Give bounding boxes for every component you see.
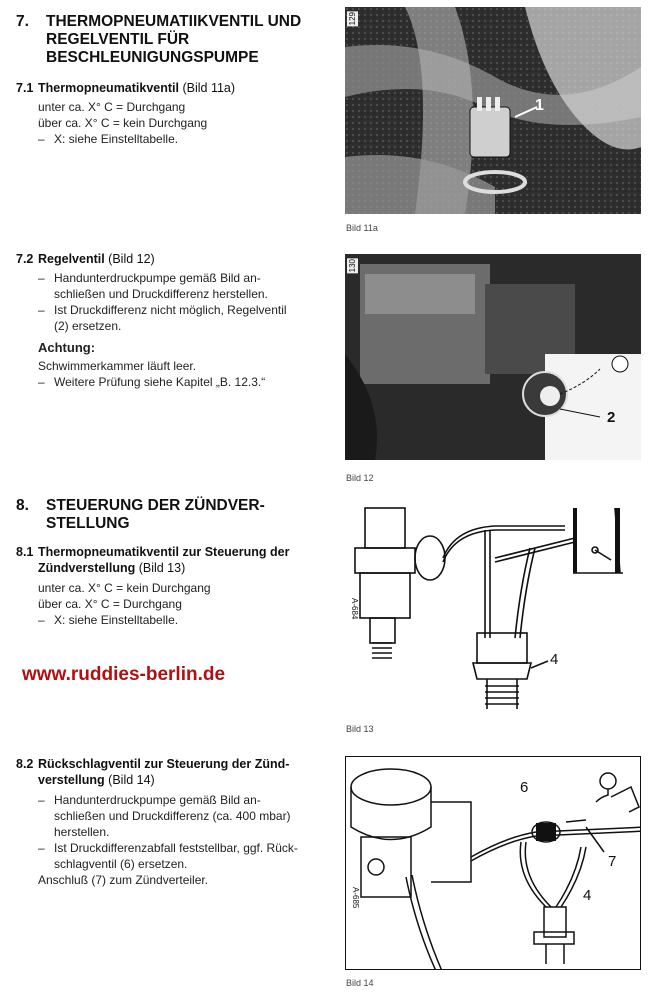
bullet-item (38, 792, 304, 840)
subsection-7-2-heading (16, 251, 336, 267)
callout-1: 1 (535, 97, 544, 114)
callout-4: 4 (583, 887, 592, 904)
bullet-item (38, 131, 328, 147)
photo-tag: 130 (348, 259, 357, 273)
bullet-text: Ist Druckdifferenz nicht möglich, Regelventil (2) ersetzen. (54, 303, 287, 333)
callout-2: 2 (607, 409, 616, 426)
figure-12-photo (345, 254, 641, 460)
subsection-8-1-heading (16, 544, 316, 576)
dash-marker: – (38, 841, 45, 855)
figure-caption: Bild 11a (346, 223, 378, 233)
subsection-title: Thermopneumatikventil (38, 81, 179, 95)
bullet-item (38, 612, 328, 628)
section-8-heading (16, 497, 336, 537)
callout-7: 7 (608, 853, 617, 870)
bullet-text: Handunterdruckpumpe gemäß Bild an-schließen und Druckdifferenz herstellen. (54, 271, 268, 301)
figure-14-diagram (345, 756, 641, 970)
bullet-text: X: siehe Einstelltabelle. (54, 132, 179, 146)
bullet-item (38, 302, 300, 334)
bullet-text: Ist Druckdifferenzabfall feststellbar, ggf. Rück-schlagventil (6) ersetzen. (54, 841, 298, 871)
warning-label: Achtung: (38, 340, 96, 355)
drawing-tag: A-684 (350, 598, 359, 620)
condition-line: unter ca. X° C = kein Durchgang (38, 581, 211, 595)
subsection-7-1-heading (16, 80, 336, 96)
subsection-title: Regelventil (38, 252, 105, 266)
note-text: Anschluß (7) zum Zündverteiler. (38, 873, 209, 887)
section-title: STEUERUNG DER ZÜNDVER-STELLUNG (46, 497, 265, 532)
condition-line: über ca. X° C = kein Durchgang (38, 116, 208, 130)
subsection-number: 7.2 (16, 252, 34, 266)
subsection-number: 7.1 (16, 81, 34, 95)
bullet-item (38, 374, 300, 390)
section-number: 8. (16, 497, 29, 514)
subsection-7-2-body (38, 270, 300, 390)
bullet-text: X: siehe Einstelltabelle. (54, 613, 179, 627)
figure-reference: (Bild 11a) (179, 81, 236, 95)
dash-marker: – (38, 613, 45, 627)
figure-13-diagram (345, 498, 641, 720)
section-7-heading (16, 13, 336, 69)
bullet-text: Weitere Prüfung siehe Kapitel „B. 12.3.“ (54, 375, 266, 389)
section-title: THERMOPNEUMATIIKVENTIL UND REGELVENTIL FÜR BESCHLEUNIGUNGSPUMPE (46, 13, 302, 66)
dash-marker: – (38, 303, 45, 317)
subsection-number: 8.1 (16, 545, 34, 559)
watermark-link[interactable]: www.ruddies-berlin.de (22, 664, 226, 685)
dash-marker: – (38, 793, 45, 807)
subsection-8-2-body (38, 792, 304, 888)
subsection-8-1-body (38, 580, 328, 628)
figure-reference: (Bild 13) (135, 561, 186, 575)
figure-reference: (Bild 14) (104, 773, 155, 787)
note-text: Schwimmerkammer läuft leer. (38, 359, 197, 373)
figure-caption: Bild 12 (346, 473, 374, 483)
figure-caption: Bild 13 (346, 724, 374, 734)
photo-tag: 129 (348, 12, 357, 26)
bullet-text: Handunterdruckpumpe gemäß Bild an-schließen und Druckdifferenz (ca. 400 mbar) herstellen. (54, 793, 291, 839)
figure-caption: Bild 14 (346, 978, 374, 988)
condition-line: über ca. X° C = Durchgang (38, 597, 182, 611)
subsection-title: Rückschlagventil zur Steuerung der Zünd-verstellung (38, 757, 290, 787)
callout-4: 4 (550, 651, 559, 668)
dash-marker: – (38, 375, 45, 389)
bullet-item (38, 840, 304, 872)
subsection-title: Thermopneumatikventil zur Steuerung der Zündverstellung (38, 545, 290, 575)
figure-11a-photo (345, 7, 641, 214)
subsection-number: 8.2 (16, 757, 34, 771)
subsection-7-1-body (38, 99, 328, 147)
bullet-item (38, 270, 300, 302)
condition-line: unter ca. X° C = Durchgang (38, 100, 186, 114)
dash-marker: – (38, 271, 45, 285)
drawing-tag: A-685 (351, 887, 360, 909)
section-number: 7. (16, 13, 29, 30)
figure-reference: (Bild 12) (104, 252, 155, 266)
callout-6: 6 (520, 779, 529, 796)
subsection-8-2-heading (16, 756, 316, 788)
dash-marker: – (38, 132, 45, 146)
